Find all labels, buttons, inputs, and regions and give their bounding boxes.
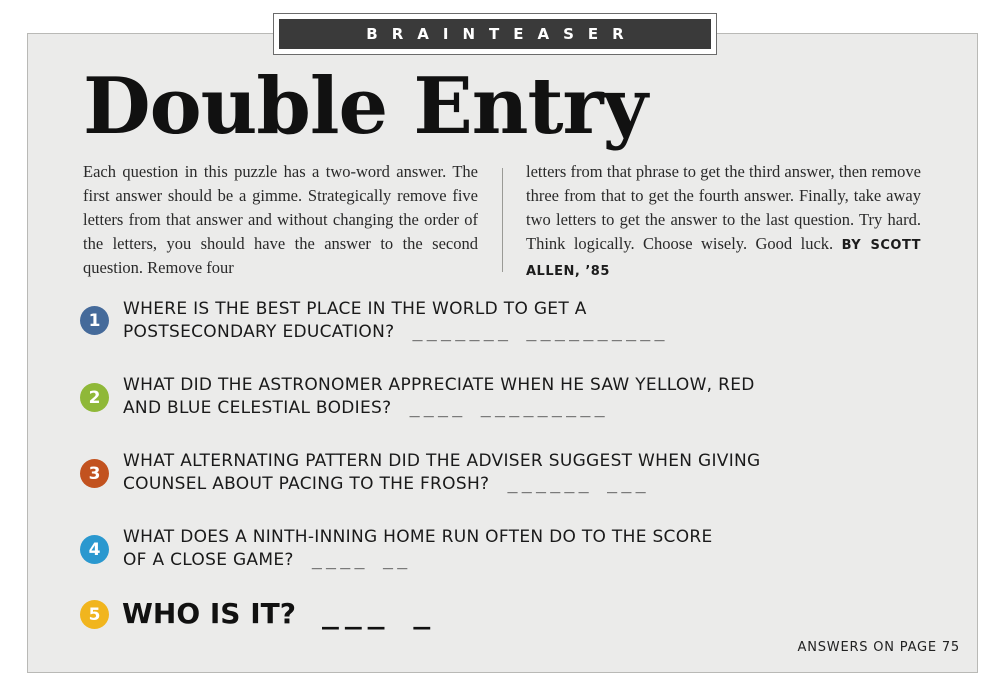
question-1-line-2-text: POSTSECONDARY EDUCATION?	[123, 322, 395, 342]
section-badge-label: BRAINTEASER	[279, 19, 711, 49]
question-4-line-2	[123, 549, 713, 572]
question-3-number: 3	[80, 459, 109, 488]
intro-column-right	[526, 160, 921, 284]
question-2-line-1: WHAT DID THE ASTRONOMER APPRECIATE WHEN HE SAW YELLOW, RED	[123, 375, 755, 395]
question-5-answer-blanks[interactable]: ___ _	[321, 597, 437, 630]
answers-page-note: ANSWERS ON PAGE 75	[797, 640, 960, 655]
question-5-number: 5	[80, 600, 109, 629]
puzzle-title: Double Entry	[83, 61, 647, 152]
intro-text-right	[526, 160, 921, 284]
question-3	[123, 450, 761, 496]
question-2-line-2	[123, 397, 755, 420]
byline: BY SCOTT ALLEN, ’85	[526, 238, 921, 279]
intro-text-left: Each question in this puzzle has a two-word answer. The first answer should be a gimme. Strategically remove five letters from that answer and without changing the order of the letters, you should have the answer to the second question. Remove four	[83, 162, 478, 277]
question-1-number: 1	[80, 306, 109, 335]
question-2-line-2-text: AND BLUE CELESTIAL BODIES?	[123, 398, 392, 418]
question-2	[123, 374, 755, 420]
question-3-line-2	[123, 473, 761, 496]
question-4-line-2-text: OF A CLOSE GAME?	[123, 550, 294, 570]
column-divider	[502, 168, 503, 272]
question-3-line-2-text: COUNSEL ABOUT PACING TO THE FROSH?	[123, 474, 490, 494]
intro-text-right-body: letters from that phrase to get the third answer, then remove three from that to get the fourth answer. Finally, take away two letters to get the answer to the last question. Try hard. Think logically. Choose wisely. Good luck.	[526, 162, 921, 253]
question-4-line-1: WHAT DOES A NINTH-INNING HOME RUN OFTEN DO TO THE SCORE	[123, 527, 713, 547]
question-1	[123, 298, 669, 344]
question-3-line-1: WHAT ALTERNATING PATTERN DID THE ADVISER SUGGEST WHEN GIVING	[123, 451, 761, 471]
question-5	[122, 597, 436, 630]
question-5-text: WHO IS IT?	[122, 597, 296, 630]
question-2-answer-blanks[interactable]: ____ _________	[409, 398, 609, 418]
question-4-number: 4	[80, 535, 109, 564]
question-1-line-1: WHERE IS THE BEST PLACE IN THE WORLD TO GET A	[123, 299, 587, 319]
question-1-line-2	[123, 321, 669, 344]
question-1-answer-blanks[interactable]: _______ __________	[412, 322, 669, 342]
question-4-answer-blanks[interactable]: ____ __	[311, 550, 412, 570]
question-2-number: 2	[80, 383, 109, 412]
question-3-answer-blanks[interactable]: ______ ___	[507, 474, 650, 494]
section-badge	[273, 13, 717, 55]
question-4	[123, 526, 713, 572]
intro-column-left	[83, 160, 478, 280]
